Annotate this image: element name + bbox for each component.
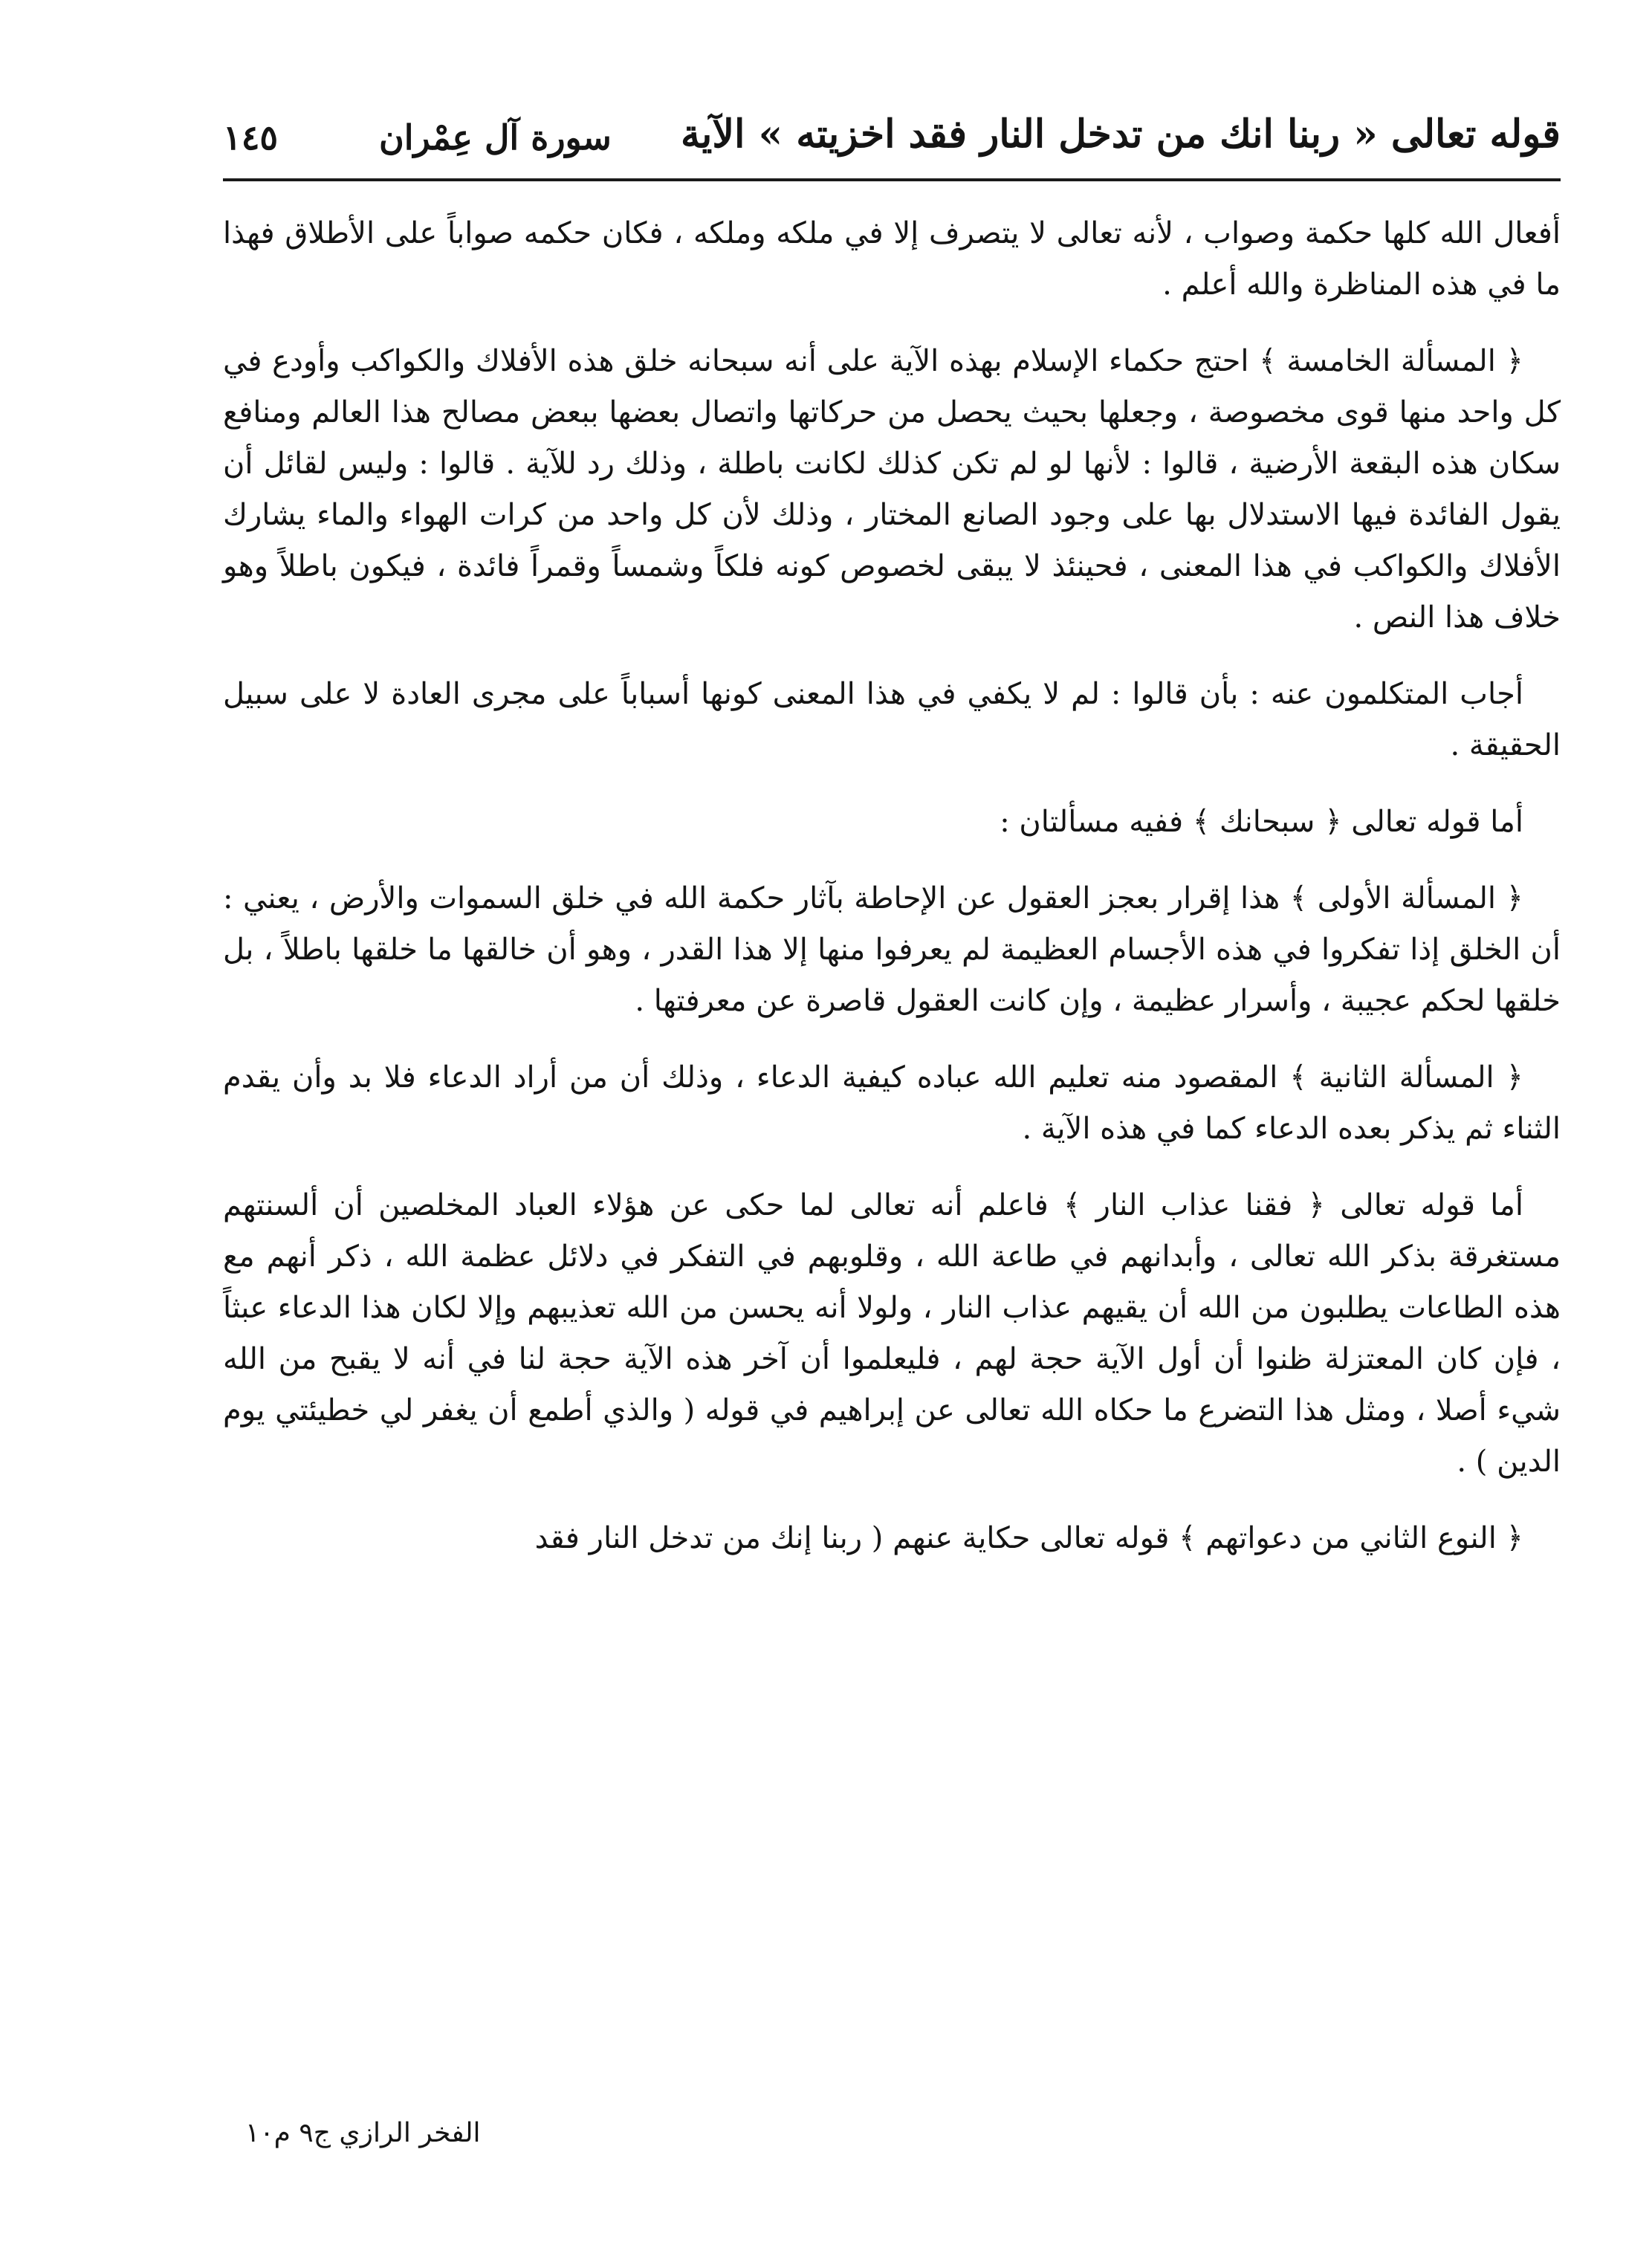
paragraph-5: ﴿ المسألة الأولى ﴾ هذا إقرار بعجز العقول عن الإحاطة بآثار حكمة الله في خلق السموات والأرض ، يعني : أن الخلق إذا تفكروا في هذه الأجسام العظيمة لم يعرفوا منها إلا هذا القدر ، وهو أن خالقها ما خلقها باطلاً ، بل خلقها لحكم عجيبة ، وأسرار عظيمة ، وإن كانت العقول قاصرة عن معرفتها . — [223, 881, 1561, 1018]
footer-signature: الفخر الرازي ج٩ م١٠ — [245, 2118, 481, 2148]
paragraph-7: أما قوله تعالى ﴿ فقنا عذاب النار ﴾ فاعلم أنه تعالى لما حكى عن هؤلاء العباد المخلصين أن ألسنتهم مستغرقة بذكر الله تعالى ، وأبدانهم في طاعة الله ، وقلوبهم في التفكر في دلائل عظمة الله ، ذكر أنهم مع هذه الطاعات يطلبون من الله أن يقيهم عذاب النار ، ولولا أنه يحسن من الله تعذيبهم وإلا لكان هذا الدعاء عبثاً ، فإن كان المعتزلة ظنوا أن أول الآية حجة لهم ، فليعلموا أن آخر هذه الآية حجة لنا في أنه لا يقبح من الله شيء أصلا ، ومثل هذا التضرع ما حكاه الله تعالى عن إبراهيم في قوله ( والذي أطمع أن يغفر لي خطيئتي يوم الدين ) . — [223, 1188, 1561, 1479]
paragraph-4: أما قوله تعالى ﴿ سبحانك ﴾ ففيه مسألتان : — [1000, 805, 1523, 839]
page-number: ١٤٥ — [223, 117, 279, 158]
paragraph-6: ﴿ المسألة الثانية ﴾ المقصود منه تعليم الله عباده كيفية الدعاء ، وذلك أن من أراد الدعاء فلا بد وأن يقدم الثناء ثم يذكر بعده الدعاء كما في هذه الآية . — [223, 1060, 1561, 1146]
page-body — [223, 208, 1561, 1589]
paragraph-2: ﴿ المسألة الخامسة ﴾ احتج حكماء الإسلام بهذه الآية على أنه سبحانه خلق هذه الأفلاك والكواكب وأودع في كل واحد منها قوى مخصوصة ، وجعلها بحيث يحصل من حركاتها واتصال بعضها ببعض مصالح هذا العالم ومنافع سكان هذه البقعة الأرضية ، قالوا : لأنها لو لم تكن كذلك لكانت باطلة ، وذلك رد للآية . قالوا : وليس لقائل أن يقول الفائدة فيها الاستدلال بها على وجود الصانع المختار ، وذلك لأن كل واحد من كرات الهواء والماء يشارك الأفلاك والكواكب في هذا المعنى ، فحينئذ لا يبقى لخصوص كونه فلكاً وشمساً وقمراً فائدة ، فيكون باطلاً وهو خلاف هذا النص . — [223, 344, 1561, 635]
paragraph-1: أفعال الله كلها حكمة وصواب ، لأنه تعالى لا يتصرف إلا في ملكه وملكه ، فكان حكمه صواباً على الأطلاق فهذا ما في هذه المناظرة والله أعلم . — [223, 216, 1561, 302]
paragraph-3: أجاب المتكلمون عنه : بأن قالوا : لم لا يكفي في هذا المعنى كونها أسباباً على مجرى العادة لا على سبيل الحقيقة . — [223, 677, 1561, 762]
running-header — [223, 104, 1561, 171]
header-rule — [223, 178, 1561, 181]
header-surah: سورة آل عِمْران — [379, 117, 612, 158]
paragraph-8: ﴿ النوع الثاني من دعواتهم ﴾ قوله تعالى حكاية عنهم ( ربنا إنك من تدخل النار فقد — [534, 1521, 1523, 1555]
header-title: قوله تعالى « ربنا انك من تدخل النار فقد اخزيته » الآية — [681, 111, 1561, 157]
